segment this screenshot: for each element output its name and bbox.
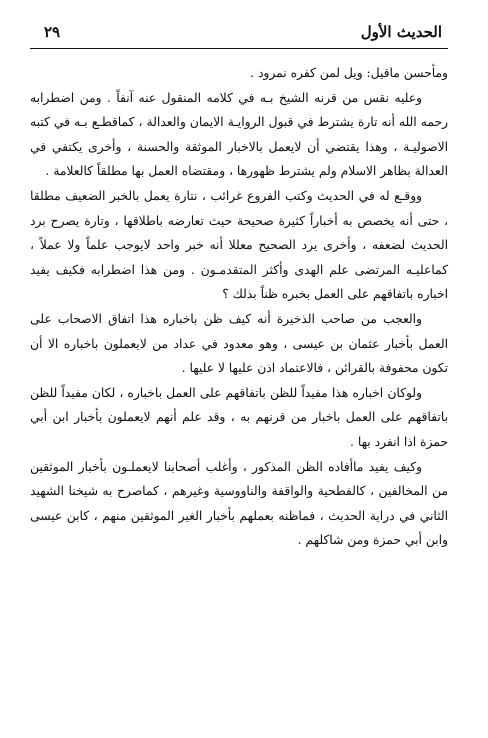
paragraph-5: ولوكان اخباره هذا مفيداً للظن باتفاقهم على العمل باخباره ، لكان مفيداً للظن باتفاقهم على العمل باخبار من قرنهم به ، وقد علم أنهم لايعملون بأخبار ابن أبي حمزة اذا انفرد بها . xyxy=(30,385,448,449)
body-text xyxy=(30,61,448,553)
running-header xyxy=(30,22,448,42)
paragraph-3: ووقـع له في الحديث وكتب الفروع غرائب ، نتارة يعمل بالخبر الضعيف مطلقا ، حتى أنه يخصص به أخباراً كثيرة صحيحة حيث تعارضه باطلاقها ، وتارة يصرح برد الحديث لضعفه ، وأخرى يرد الصحيح معللا أنه خبر واحد لايوجب علماً ولا عملاً ، كماعليـه المرتضى علم الهدى وأكثر المتقدمـون . ومن هذا اضطرابه فكيف يفيد اخباره باتفاقهم على العمل بخبره ظناً بذلك ؟ xyxy=(30,188,448,302)
page-number: ٢٩ xyxy=(44,23,61,41)
paragraph-2: وعليه نقس من قرنه الشيخ بـه في كلامه المنقول عنه آنفاً . ومن اضطرابه رحمه الله أنه تارة يشترط في قبول الروايـة الايمان والعدالة ، كماقطـع بـه في كتبه الاصوليـة ، وهذا يقتضي أن لايعمل بالاخبار الموثقة والحسنة ، وأخرى يكتفي في العدالة بظاهر الاسلام ولم يشترط ظهورها ، ومقتضاه العمل بها مطلقاً كالعلامة . xyxy=(30,90,448,179)
paragraph-4: والعجب من صاحب الذخيرة أنه كيف ظن باخباره هذا اتفاق الاصحاب على العمل بأخبار عثمان بن عيسى ، وهو معدود في عداد من لايعملون باخباره الا أن تكون محفوفة بالقرائن ، فالاعتماد اذن عليها لا عليها . xyxy=(30,311,448,376)
paragraph-6: وكيف يفيد ماأفاده الظن المذكور ، وأغلب أصحابنا لايعملـون بأخبار الموثقين من المخالفين ، كالفطحية والواقفة والناووسية وغيرهم ، كماصرح به شيخنا الشهيد الثاني في دراية الحديث ، فماظنه بعملهم بأخبار الغير الموثقين منهم ، كابن عيسى وابن أبي حمزة ومن شاكلهم . xyxy=(30,459,448,548)
chapter-title: الحديث الأول xyxy=(360,23,442,41)
paragraph-1: ومأحسن ماقيل: ويل لمن كفره نمرود . xyxy=(250,66,448,80)
header-rule xyxy=(30,48,448,49)
